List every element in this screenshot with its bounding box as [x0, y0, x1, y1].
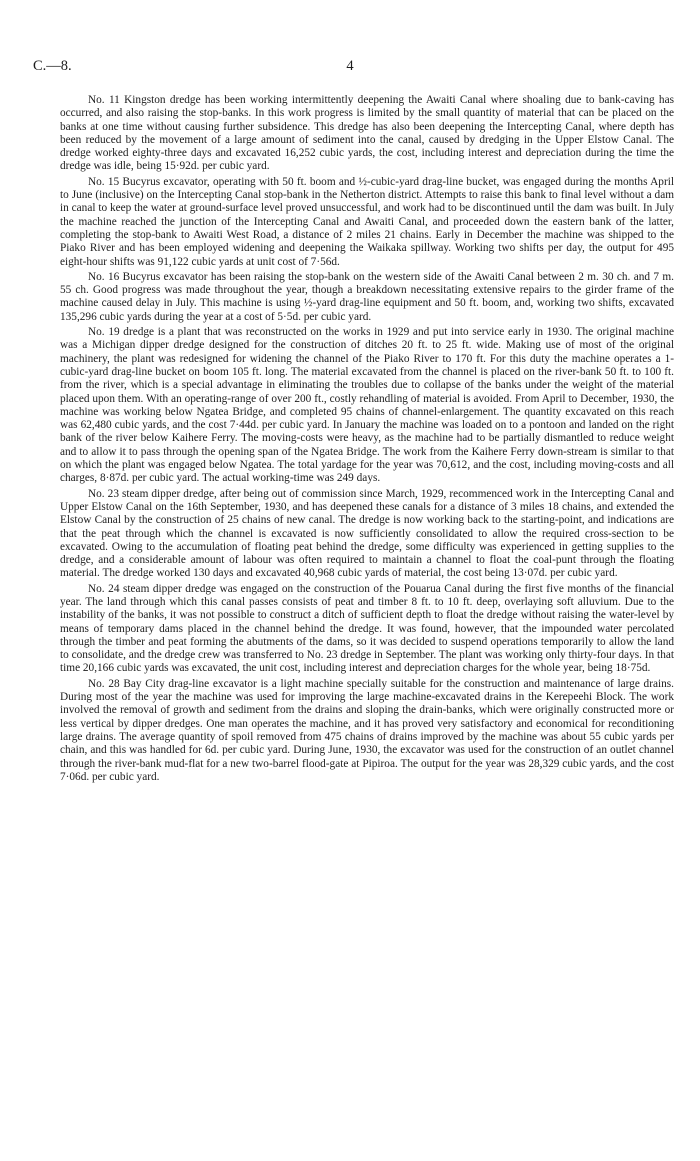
- paragraph-kingston-dredge: No. 11 Kingston dredge has been working intermittently deepening the Awaiti Canal where shoaling due to bank-caving has occurred, and also raising the stop-banks. In this work progress is limited by the small quantity of material that can be placed on the banks at one time without causing further subsidence. This dredge has also been deepening the Intercepting Canal, where depth has been reduced by the movement of a large amount of sediment into the canal, caused by dredging in the Upper Elstow Canal. The dredge worked eighty-three days and excavated 16,252 cubic yards, the cost, including interest and depreciation during the time the dredge was idle, being 15·92d. per cubic yard.: [60, 94, 674, 173]
- paragraph-dredge-23: No. 23 steam dipper dredge, after being out of commission since March, 1929, recommenced work in the Intercepting Canal and Upper Elstow Canal on the 16th September, 1930, and has deepened these canals for a distance of 3 miles 18 chains, and extended the Elstow Canal by the construction of 25 chains of new canal. The dredge is now working back to the starting-point, and indications are that the peat through which the channel is excavated is now sufficiently consolidated to allow the required cross-section to be excavated. Owing to the accumulation of floating peat behind the dredge, some difficulty was experienced in getting supplies to the dredge, and a considerable amount of labour was often required to maintain a channel to float the coal-punt through the floating material. The dredge worked 130 days and excavated 40,968 cubic yards of material, the cost being 13·07d. per cubic yard.: [60, 487, 674, 580]
- page-header: [33, 58, 667, 78]
- report-body: [60, 94, 674, 786]
- paragraph-dredge-24: No. 24 steam dipper dredge was engaged on the construction of the Pouarua Canal during the first five months of the financial year. The land through which this canal passes consists of peat and timber 8 ft. to 10 ft. deep, overlaying soft alluvium. Due to the instability of the banks, it was not possible to construct a ditch of sufficient depth to float the dredge without raising the water-level by means of temporary dams placed in the channel behind the dredge. It was found, however, that the impounded water percolated through the timber and peat forming the abutments of the dams, so it was decided to suspend operations temporarily to allow the land to consolidate, and the dredge crew was transferred to No. 23 dredge in September. The plant was working only thirty-four days. In that time 20,166 cubic yards was excavated, the unit cost, including interest and depreciation charges for the whole year, being 18·75d.: [60, 582, 674, 675]
- paragraph-bucyrus-excavator-15: No. 15 Bucyrus excavator, operating with 50 ft. boom and ½-cubic-yard drag-line bucket, was engaged during the months April to June (inclusive) on the Intercepting Canal stop-bank in the Netherton district. Attempts to raise this bank to final level without a dam in canal to keep the water at ground-surface level proved unsuccessful, and work had to be discontinued until the dam was built. In July the machine reached the junction of the Intercepting Canal and Awaiti Canal, and proceeded down the eastern bank of the latter, completing the stop-bank to Awaiti West Road, a distance of 2 miles 21 chains. Early in December the machine was shipped to the Piako River and has been employed widening and deepening the Waikaka spillway. Working two shifts per day, the output for 495 eight-hour shifts was 91,122 cubic yards at unit cost of 7·56d.: [60, 175, 674, 268]
- paragraph-dredge-19: No. 19 dredge is a plant that was reconstructed on the works in 1929 and put into service early in 1930. The original machine was a Michigan dipper dredge designed for the construction of ditches 20 ft. to 25 ft. wide. Making use of most of the original machinery, the plant was redesigned for widening the channel of the Piako River to 170 ft. For this duty the machine operates a 1-cubic-yard drag-line bucket on boom 105 ft. long. The material excavated from the channel is placed on the river-bank 50 ft. to 100 ft. from the river, which is a special advantage in eliminating the troubles due to collapse of the banks under the weight of the material placed upon them. With an operating-range of over 200 ft., costly rehandling of material is avoided. From April to December, 1930, the machine was working below Ngatea Bridge, and completed 95 chains of channel-enlargement. The quantity excavated on this reach was 62,480 cubic yards, and the cost 7·44d. per cubic yard. In January the machine was loaded on to a pontoon and landed on the right bank of the river below Kaihere Ferry. The moving-costs were heavy, as the machine had to be partially dismantled to reduce weight and to allow it to pass through the opening span of the Ngatea Bridge. The work from the Kaihere Ferry down-stream is similar to that on which the plant was engaged below Ngatea. The total yardage for the year was 70,612, and the cost, including moving-costs and all charges, 8·87d. per cubic yard. The actual working-time was 249 days.: [60, 326, 674, 485]
- paragraph-bucyrus-excavator-16: No. 16 Bucyrus excavator has been raising the stop-bank on the western side of the Awaiti Canal between 2 m. 30 ch. and 7 m. 55 ch. Good progress was made throughout the year, though a breakdown necessitating extensive repairs to the girder frame of the machine caused delay in July. This machine is using ½-yard drag-line equipment and 50 ft. boom, and, working two shifts, excavated 135,296 cubic yards during the year at a cost of 5·5d. per cubic yard.: [60, 270, 674, 323]
- page-number: 4: [346, 58, 354, 74]
- paragraph-bay-city-excavator-28: No. 28 Bay City drag-line excavator is a light machine specially suitable for the construction and maintenance of large drains. During most of the year the machine was used for improving the large machine-excavated drains in the Kerepeehi Block. The work involved the removal of growth and sediment from the drains and sloping the drain-banks, which were originally constructed more or less vertical by dipper dredges. One man operates the machine, and it has proved very satisfactory and economical for reconditioning large drains. The average quantity of spoil removed from 475 chains of drains improved by the machine was about 55 cubic yards per chain, and this was handled for 6d. per cubic yard. During June, 1930, the excavator was used for the construction of an outlet channel through the river-bank mud-flat for a new two-barrel flood-gate at Pipiroa. The output for the year was 28,329 cubic yards, and the cost 7·06d. per cubic yard.: [60, 677, 674, 783]
- report-reference: C.—8.: [33, 58, 72, 74]
